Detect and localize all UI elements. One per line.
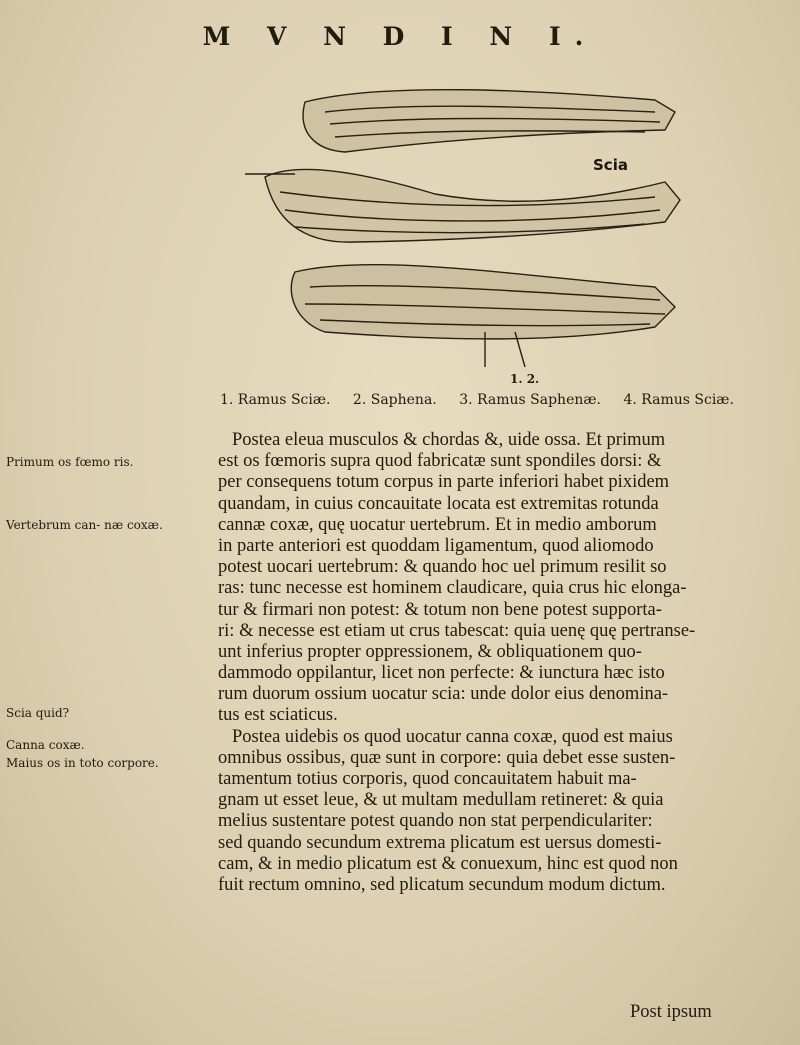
anatomical-woodcut-figure <box>235 82 705 382</box>
running-header: M V N D I N I. <box>202 22 598 51</box>
text-line: gnam ut esset leue, & ut multam medullam retineret: & quia <box>218 790 664 811</box>
caption-item: 2. Saphena. <box>352 392 437 408</box>
text-line: est os fœmoris supra quod fabricatæ sunt spondiles dorsi: & <box>218 451 662 472</box>
text-line: ri: & necesse est etiam ut crus tabescat: quia uenę quę pertranse- <box>218 620 696 641</box>
margin-note: Scia quid? <box>6 706 70 720</box>
margin-note: Canna coxæ. <box>6 738 85 752</box>
text-line: Postea uidebis os quod uocatur canna coxæ, quod est maius <box>232 726 673 747</box>
text-line: rum duorum ossium uocatur scia: unde dolor eius denomina- <box>218 684 669 705</box>
caption-item: 1. Ramus Sciæ. <box>220 392 331 408</box>
figure-numbers: 1. 2. <box>510 372 540 386</box>
margin-note: Vertebrum can- næ coxæ. <box>6 518 163 532</box>
text-line: tamentum totius corporis, quod concauitatem habuit ma- <box>218 769 637 789</box>
catchword: Post ipsum <box>630 1002 712 1022</box>
text-line: tus est sciaticus. <box>218 705 338 726</box>
caption-item: 4. Ramus Sciæ. <box>623 392 734 408</box>
text-line: unt inferius propter oppressionem, & obliquationem quo- <box>218 641 642 662</box>
text-line: per consequens totum corpus in parte inferiori habet pixidem <box>218 472 670 493</box>
text-line: dammodo oppilantur, licet non perfecte: & iunctura hæc isto <box>218 663 665 684</box>
caption-item: 3. Ramus Saphenæ. <box>459 392 601 408</box>
body-text <box>218 430 774 896</box>
text-line: in parte anteriori est quoddam ligamentum, quod aliomodo <box>218 535 654 556</box>
margin-note: Maius os in toto corpore. <box>6 756 159 770</box>
text-line: potest uocari uertebrum: & quando hoc uel primum resilit so <box>218 557 667 578</box>
text-line: omnibus ossibus, quæ sunt in corpore: quia debet esse susten- <box>218 747 676 768</box>
text-line: melius sustentare potest quando non stat perpendiculariter: <box>218 811 653 832</box>
margin-note: Primum os fœmo ris. <box>6 455 134 469</box>
figure-caption <box>220 392 740 408</box>
text-line: cannæ coxæ, quę uocatur uertebrum. Et in medio amborum <box>218 514 657 535</box>
text-line: quandam, in cuius concauitate locata est extremitas rotunda <box>218 493 659 514</box>
text-line: cam, & in medio plicatum est & conuexum, hinc est quod non <box>218 853 678 874</box>
figure-label-scia: Scia <box>593 156 628 174</box>
text-line: fuit rectum omnino, sed plicatum secundum modum dictum. <box>218 874 666 895</box>
text-line: Postea eleua musculos & chordas &, uide ossa. Et primum <box>232 430 666 450</box>
text-line: tur & firmari non potest: & totum non bene potest supporta- <box>218 599 662 620</box>
text-line: ras: tunc necesse est hominem claudicare, quia crus hic elonga- <box>218 578 687 599</box>
text-line: sed quando secundum extrema plicatum est uersus domesti- <box>218 832 662 853</box>
